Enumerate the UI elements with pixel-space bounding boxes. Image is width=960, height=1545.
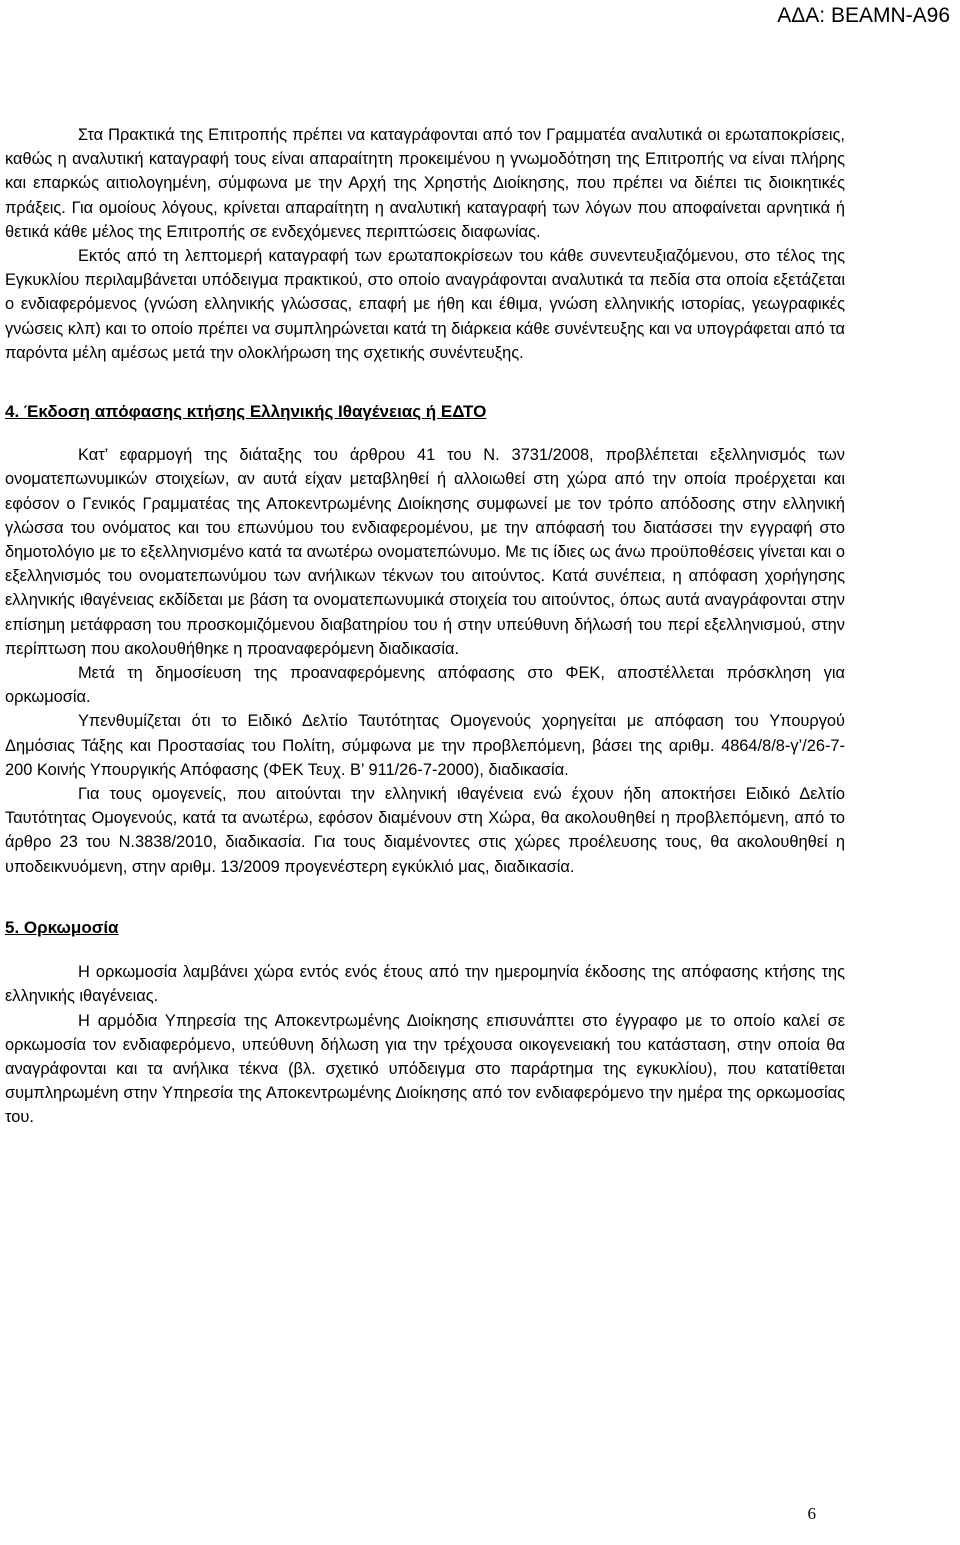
section-5-paragraph: Η ορκωμοσία λαμβάνει χώρα εντός ενός έτους από την ημερομηνία έκδοσης της απόφασης κτήσης της ελληνικής ιθαγένειας. <box>5 963 845 1006</box>
paragraph-interview-record: Εκτός από τη λεπτομερή καταγραφή των ερωταποκρίσεων του κάθε συνεντευξιαζόμενου, στο τέλος της Εγκυκλίου περιλαμβάνεται υπόδειγμα πρακτικού, στο οποίο αναγράφονται αναλυτικά τα πεδία στα οποία εξετάζεται ο ενδιαφερόμενος (γνώση ελληνικής γλώσσας, επαφή με ήθη και έθιμα, γνώση ελληνικής ιστορίας, γεωγραφικές γνώσεις κλπ) και το οποίο πρέπει να συμπληρώνεται κατά τη διάρκεια κάθε συνέντευξης και να υπογράφεται από τα παρόντα μέλη αμέσως μετά την ολοκλήρωση της σχετικής συνέντευξης. <box>5 247 845 362</box>
section-5-paragraph: Η αρμόδια Υπηρεσία της Αποκεντρωμένης Διοίκησης επισυνάπτει στο έγγραφο με το οποίο καλεί σε ορκωμοσία τον ενδιαφερόμενο, υπεύθυνη δήλωση για την τρέχουσα οικογενειακή του κατάσταση, στην οποία θα αναγράφονται και τα ανήλικα τέκνα (βλ. σχετικό υπόδειγμα στο παράρτημα της εγκυκλίου), που κατατίθεται συμπληρωμένη στην Υπηρεσία της Αποκεντρωμένης Διοίκησης από τον ενδιαφερόμενο την ημέρα της ορκωμοσίας του. <box>5 1011 845 1127</box>
document-body <box>5 123 845 1130</box>
page-number: 6 <box>807 1504 816 1523</box>
section-5-heading: 5. Ορκωμοσία <box>5 917 119 937</box>
section-4-paragraph: Κατ’ εφαρμογή της διάταξης του άρθρου 41 του Ν. 3731/2008, προβλέπεται εξελληνισμός των ονοματεπωνυμικών στοιχείων, αν αυτά είχαν μεταβληθεί ή αλλοιωθεί στη χώρα από την οποία προέρχεται και εφόσον ο Γενικός Γραμματέας της Αποκεντρωμένης Διοίκησης συμφωνεί με τον τρόπο απόδοσης στην ελληνική γλώσσα του ονόματος και του επωνύμου του ενδιαφερομένου, με την απόφασή του διατάσσει την εγγραφή στο δημοτολόγιο με το εξελληνισμένο κατά τα ανωτέρω ονοματεπώνυμο. Με τις ίδιες ως άνω προϋποθέσεις γίνεται και ο εξελληνισμός του ονοματεπωνύμου των ανήλικων τέκνων του αιτούντος. Κατά συνέπεια, η απόφαση χορήγησης ελληνικής ιθαγένειας εκδίδεται με βάση τα ονοματεπωνυμικά στοιχεία του αιτούντος, όπως αυτά αναγράφονται στην επίσημη μετάφραση του προσκομιζόμενου διαβατηρίου του ή στην υπεύθυνη δήλωσή του περί εξελληνισμού, στην περίπτωση που ακολουθήθηκε η προαναφερόμενη διαδικασία. <box>5 446 845 658</box>
section-4-heading: 4. Έκδοση απόφασης κτήσης Ελληνικής Ιθαγένειας ή ΕΔΤΟ <box>5 402 487 422</box>
document-code-header: ΑΔΑ: ΒΕΑΜΝ-Α96 <box>777 4 950 27</box>
section-4-paragraph: Υπενθυμίζεται ότι το Ειδικό Δελτίο Ταυτότητας Ομογενούς χορηγείται με απόφαση του Υπουργού Δημόσιας Τάξης και Προστασίας του Πολίτη, σύμφωνα με την προβλεπόμενη, βάσει της αριθμ. 4864/8/8-γ’/26-7-200 Κοινής Υπουργικής Απόφασης (ΦΕΚ Τευχ. Β’ 911/26-7-2000), διαδικασία. <box>5 712 845 779</box>
section-4-paragraph: Μετά τη δημοσίευση της προαναφερόμενης απόφασης στο ΦΕΚ, αποστέλλεται πρόσκληση για ορκωμοσία. <box>5 664 845 707</box>
paragraph-minutes-recording: Στα Πρακτικά της Επιτροπής πρέπει να καταγράφονται από τον Γραμματέα αναλυτικά οι ερωταποκρίσεις, καθώς η αναλυτική καταγραφή τους είναι απαραίτητη προκειμένου η γνωμοδότηση της Επιτροπής να είναι πλήρης και επαρκώς αιτιολογημένη, σύμφωνα με την Αρχή της Χρηστής Διοίκησης, που πρέπει να διέπει τις διοικητικές πράξεις. Για ομοίους λόγους, κρίνεται απαραίτητη η αναλυτική καταγραφή των λόγων που αποφαίνεται αρνητικά ή θετικά κάθε μέλος της Επιτροπής σε ενδεχόμενες περιπτώσεις διαφωνίας. <box>5 126 845 241</box>
section-4-paragraph: Για τους ομογενείς, που αιτούνται την ελληνική ιθαγένεια ενώ έχουν ήδη αποκτήσει Ειδικό Δελτίο Ταυτότητας Ομογενούς, κατά τα ανωτέρω, εφόσον διαμένουν στη Χώρα, θα ακολουθηθεί η προβλεπόμενη, από το άρθρο 23 του Ν.3838/2010, διαδικασία. Για τους διαμένοντες στις χώρες προέλευσης τους, θα ακολουθηθεί η υποδεικνυόμενη, στην αριθμ. 13/2009 προγενέστερη εγκύκλιό μας, διαδικασία. <box>5 785 845 876</box>
